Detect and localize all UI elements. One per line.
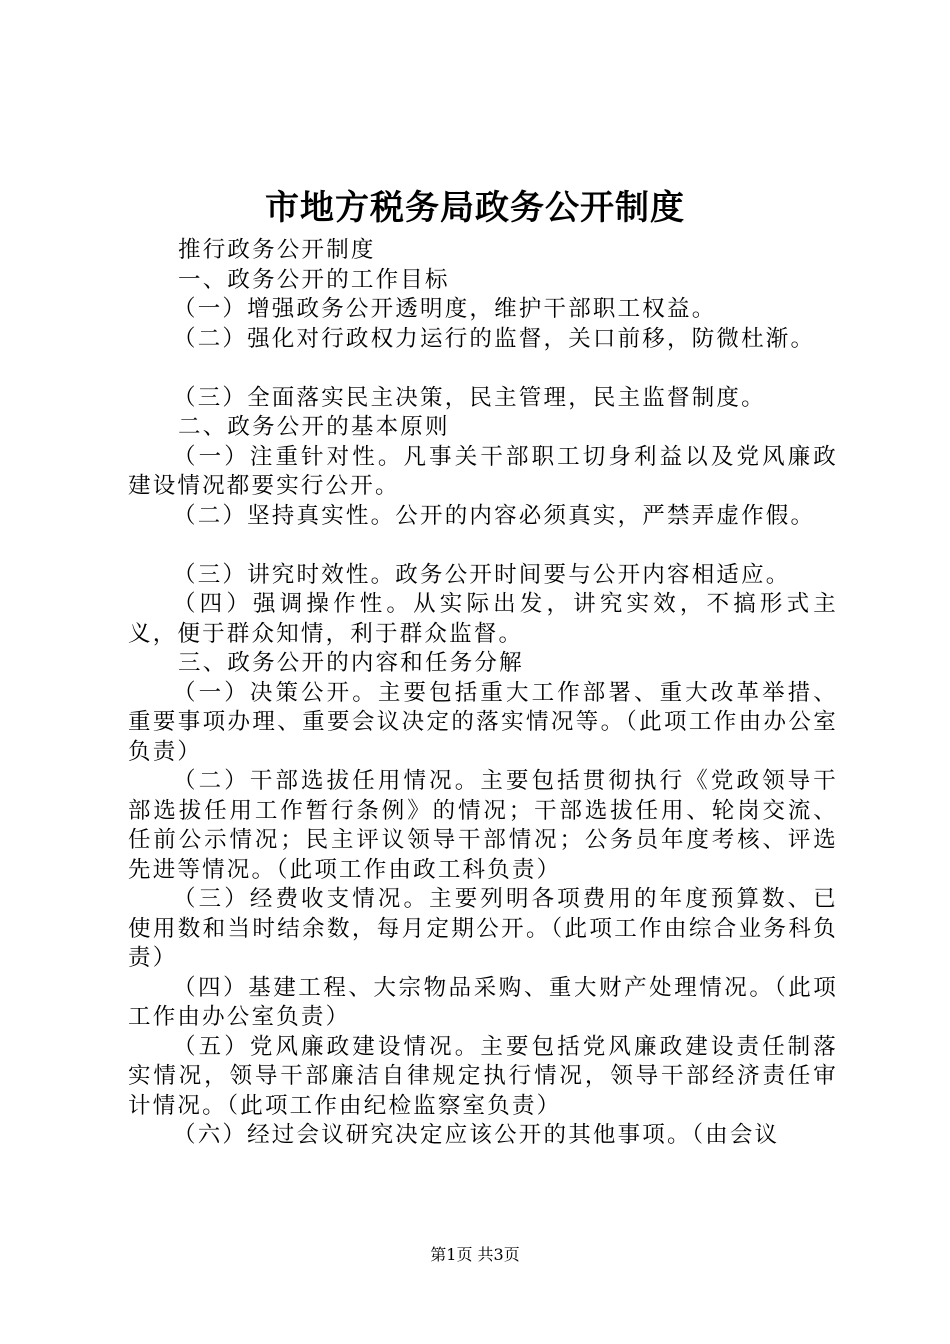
body-paragraph: （二）干部选拔任用情况。主要包括贯彻执行《党政领导干部选拔任用工作暂行条例》的情况；干部选拔任用、轮岗交流、任前公示情况；民主评议领导干部情况；公务员年度考核、评选先进等情况。（此项工作由政工科负责） [128, 768, 838, 883]
body-paragraph: （三）经费收支情况。主要列明各项费用的年度预算数、已使用数和当时结余数，每月定期公开。（此项工作由综合业务科负责） [128, 886, 838, 971]
body-paragraph: 三、政务公开的内容和任务分解 [178, 650, 524, 676]
body-paragraph: 一、政务公开的工作目标 [178, 266, 450, 293]
body-paragraph: （六）经过会议研究决定应该公开的其他事项。（由会议 [173, 1122, 780, 1148]
body-paragraph: （一）增强政务公开透明度，维护干部职工权益。 [173, 296, 717, 322]
body-paragraph: （二）坚持真实性。公开的内容必须真实，严禁弄虚作假。 [173, 502, 816, 529]
body-paragraph: （一）注重针对性。凡事关干部职工切身利益以及党风廉政建设情况都要实行公开。 [128, 443, 838, 499]
body-paragraph: （五）党风廉政建设情况。主要包括党风廉政建设责任制落实情况，领导干部廉洁自律规定执行情况，领导干部经济责任审计情况。（此项工作由纪检监察室负责） [128, 1033, 838, 1119]
body-paragraph: （四）强调操作性。从实际出发，讲究实效，不搞形式主义，便于群众知情，利于群众监督。 [128, 591, 838, 647]
document-title: 市地方税务局政务公开制度 [265, 188, 685, 228]
body-paragraph: （一）决策公开。主要包括重大工作部署、重大改革举措、重要事项办理、重要会议决定的落实情况等。（此项工作由办公室负责） [128, 679, 838, 765]
document-body [128, 236, 838, 1151]
body-paragraph: （四）基建工程、大宗物品采购、重大财产处理情况。（此项工作由办公室负责） [128, 974, 838, 1030]
page-footer: 第1页 共3页 [430, 1245, 520, 1264]
body-paragraph: 推行政务公开制度 [178, 237, 376, 263]
body-paragraph: 二、政务公开的基本原则 [178, 414, 450, 440]
body-paragraph: （二）强化对行政权力运行的监督，关口前移，防微杜渐。 [173, 325, 816, 352]
body-paragraph: （三）全面落实民主决策，民主管理，民主监督制度。 [173, 384, 766, 411]
body-paragraph: （三）讲究时效性。政务公开时间要与公开内容相适应。 [173, 561, 791, 588]
